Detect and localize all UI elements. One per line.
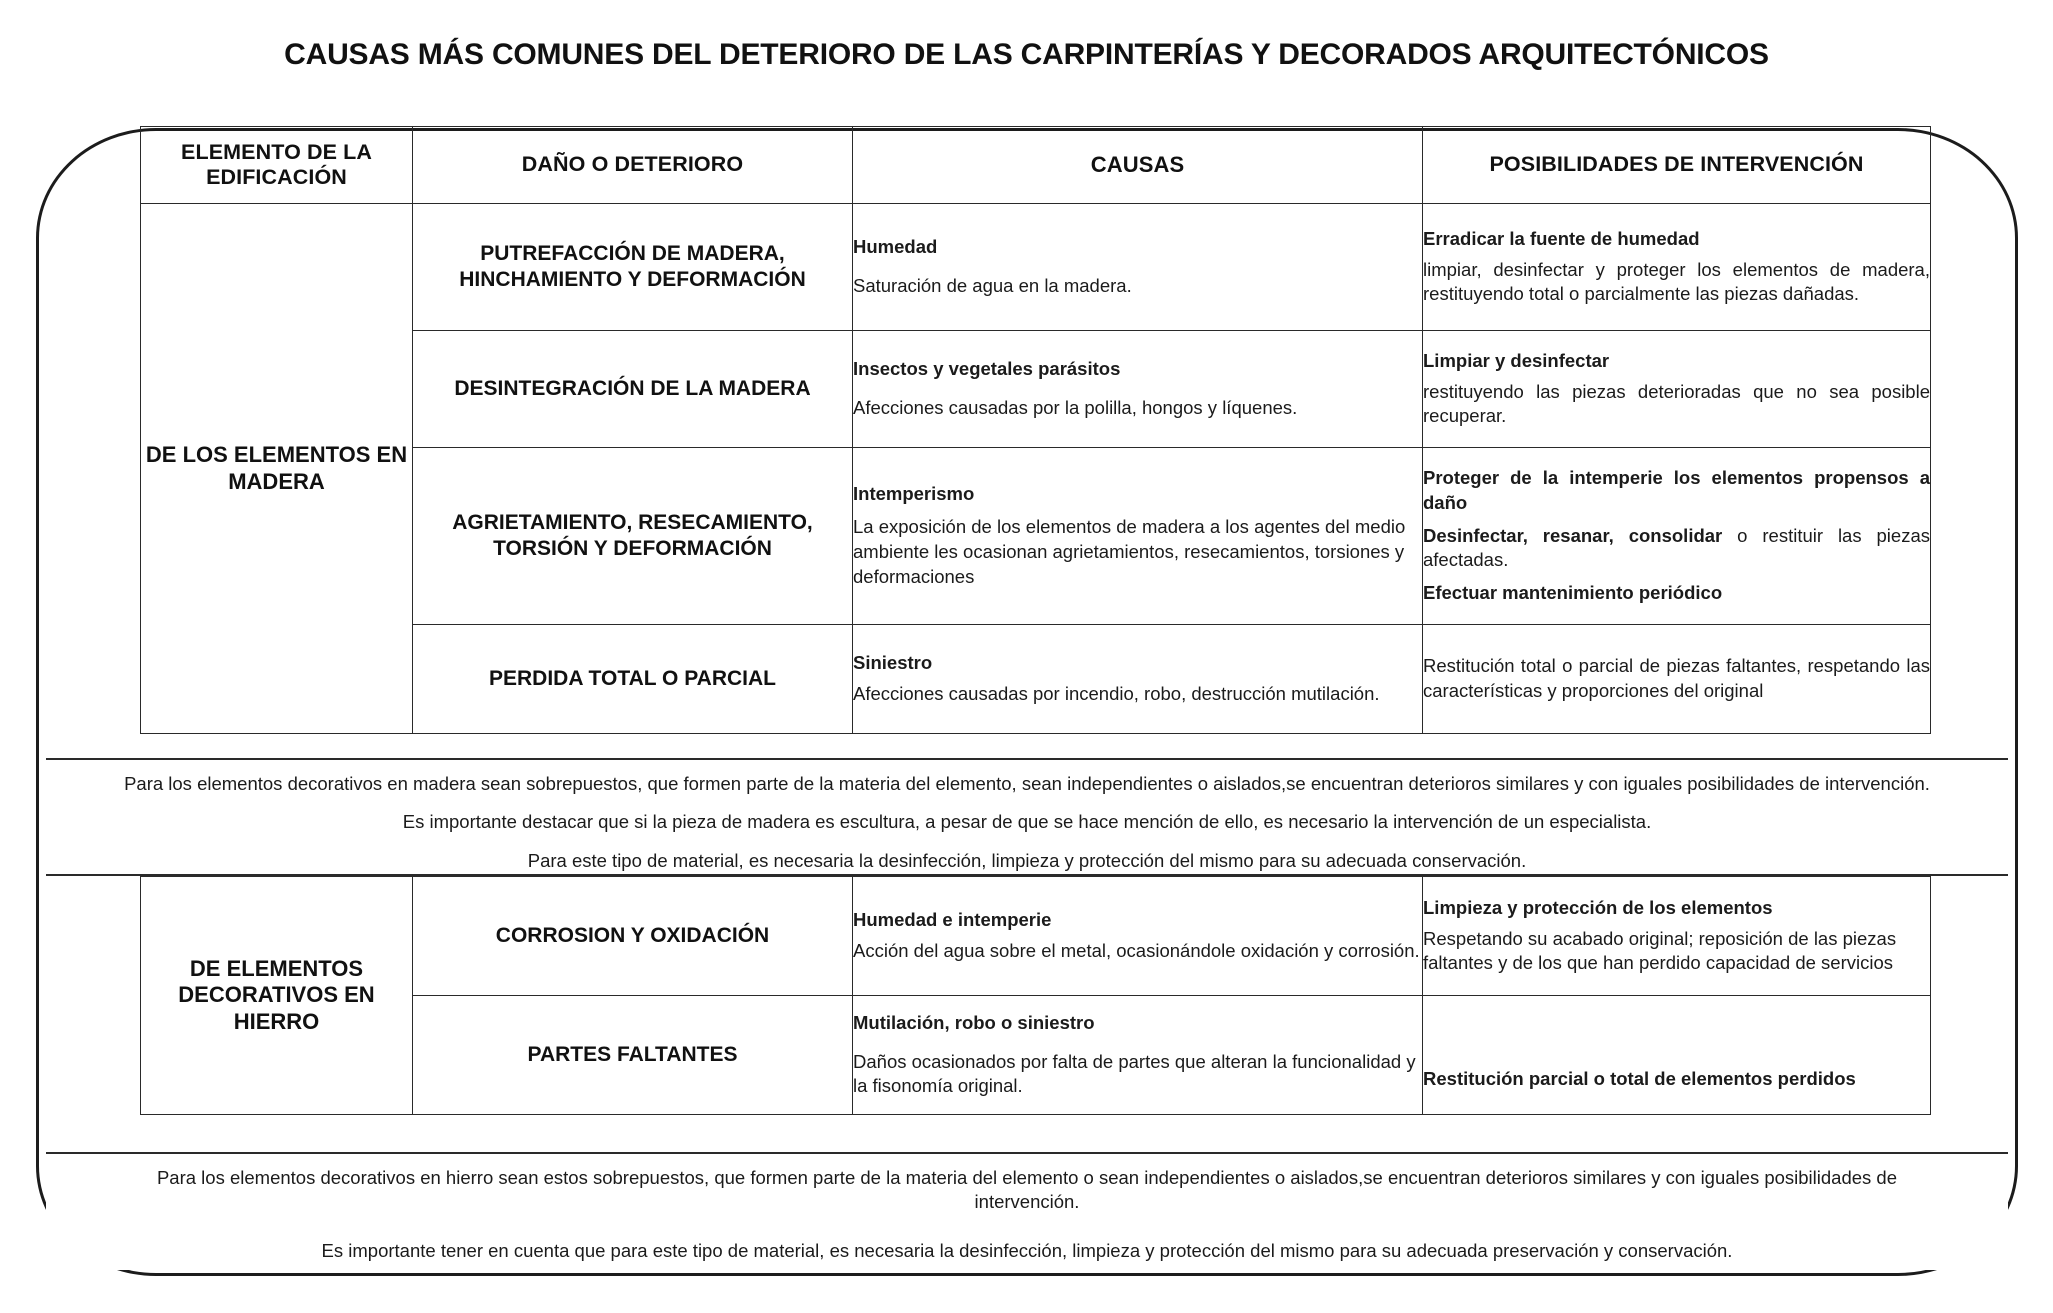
cause-body: Saturación de agua en la madera. (853, 275, 1132, 296)
intervention-cell (1423, 996, 1931, 1115)
intervention-cell (1423, 204, 1931, 331)
cause-cell (853, 204, 1423, 331)
header-posibilidades: POSIBILIDADES DE INTERVENCIÓN (1423, 127, 1931, 204)
cause-lead: Insectos y vegetales parásitos (853, 358, 1121, 380)
intervention-body: limpiar, desinfectar y proteger los elementos de madera, restituyendo total o parcialmente las piezas dañadas. (1423, 258, 1930, 305)
iron-note-2: Es importante tener en cuenta que para este tipo de material, es necesaria la desinfección, limpieza y protección del mismo para su adecuada preservación y conservación. (321, 1239, 1733, 1261)
cause-lead: Humedad (853, 236, 938, 258)
cause-body: Afecciones causadas por la polilla, hongos y líquenes. (853, 397, 1298, 418)
intervention-cell (1423, 877, 1931, 996)
intervention-lead: Limpiar y desinfectar (1423, 349, 1610, 371)
intervention-lead: Limpieza y protección de los elementos (1423, 896, 1773, 918)
cause-body: Afecciones causadas por incendio, robo, destrucción mutilación. (853, 683, 1380, 704)
intervention-lead: Restitución parcial o total de elementos perdidos (1423, 1068, 1856, 1090)
damage-cell: PERDIDA TOTAL O PARCIAL (413, 625, 853, 734)
header-dano: DAÑO O DETERIORO (413, 127, 853, 204)
intervention-line2-rest: o restituir las piezas afectadas. (1423, 524, 1930, 571)
wood-note-3: Para este tipo de material, es necesaria la desinfección, limpieza y protección del mismo para su adecuada conservación. (527, 849, 1527, 871)
cause-cell (853, 996, 1423, 1115)
page-title: CAUSAS MÁS COMUNES DEL DETERIORO DE LAS CARPINTERÍAS Y DECORADOS ARQUITECTÓNICOS (284, 38, 1769, 71)
wood-section-table (140, 126, 1930, 734)
intervention-body: restituyendo las piezas deterioradas que no sea posible recuperar. (1423, 380, 1930, 427)
intervention-line2-bold: Desinfectar, resanar, consolidar (1423, 524, 1723, 546)
cause-lead: Mutilación, robo o siniestro (853, 1011, 1095, 1033)
header-elemento: ELEMENTO DE LA EDIFICACIÓN (141, 127, 413, 204)
table-row (141, 877, 1931, 996)
cause-body: Acción del agua sobre el metal, ocasionándole oxidación y corrosión. (853, 940, 1420, 961)
cause-cell (853, 331, 1423, 448)
damage-cell: PUTREFACCIÓN DE MADERA, HINCHAMIENTO Y DEFORMACIÓN (413, 204, 853, 331)
cause-lead: Siniestro (853, 652, 933, 674)
header-causas: CAUSAS (853, 127, 1423, 204)
iron-notes-band (46, 1152, 2008, 1270)
intervention-cell (1423, 448, 1931, 625)
cause-cell (853, 877, 1423, 996)
intervention-cell (1423, 625, 1931, 734)
iron-note-1: Para los elementos decorativos en hierro sean estos sobrepuestos, que formen parte de la materia del elemento o sean independientes o aislados,se encuentran deterioros similares y con iguales posibilidades de intervención. (156, 1167, 1898, 1213)
intervention-body: Restitución total o parcial de piezas faltantes, respetando las características y proporciones del original (1423, 655, 1930, 701)
cause-lead: Intemperismo (853, 483, 975, 505)
category-cell-hierro: DE ELEMENTOS DECORATIVOS EN HIERRO (141, 877, 413, 1115)
intervention-lead: Proteger de la intemperie los elementos propensos a daño (1423, 467, 1930, 513)
intervention-cell (1423, 331, 1931, 448)
cause-cell (853, 448, 1423, 625)
cause-body: La exposición de los elementos de madera a los agentes del medio ambiente les ocasionan agrietamientos, resecamientos, torsiones y deformaciones (853, 516, 1406, 587)
intervention-line-2 (1423, 524, 1930, 574)
table-row (141, 204, 1931, 331)
cause-lead: Humedad e intemperie (853, 909, 1052, 931)
intervention-line-3: Efectuar mantenimiento periódico (1423, 582, 1723, 604)
intervention-body: Respetando su acabado original; reposición de las piezas faltantes y de los que han perdido capacidad de servicios (1423, 927, 1897, 974)
wood-note-1: Para los elementos decorativos en madera sean sobrepuestos, que formen parte de la materia del elemento, sean independientes o aislados,se encuentran deterioros similares y con iguales posibilidades de intervención. (124, 773, 1930, 794)
wood-notes-band (46, 758, 2008, 876)
damage-cell: AGRIETAMIENTO, RESECAMIENTO, TORSIÓN Y DEFORMACIÓN (413, 448, 853, 625)
damage-cell: PARTES FALTANTES (413, 996, 853, 1115)
damage-cell: CORROSION Y OXIDACIÓN (413, 877, 853, 996)
category-cell-madera: DE LOS ELEMENTOS EN MADERA (141, 204, 413, 734)
iron-section-table (140, 876, 1930, 1115)
intervention-lead: Erradicar la fuente de humedad (1423, 227, 1700, 249)
table-header-row (141, 127, 1931, 204)
cause-cell (853, 625, 1423, 734)
wood-note-2: Es importante destacar que si la pieza de madera es escultura, a pesar de que se hace mención de ello, es necesario la intervención de un especialista. (402, 811, 1652, 833)
damage-cell: DESINTEGRACIÓN DE LA MADERA (413, 331, 853, 448)
cause-body: Daños ocasionados por falta de partes que alteran la funcionalidad y la fisonomía original. (853, 1050, 1416, 1097)
